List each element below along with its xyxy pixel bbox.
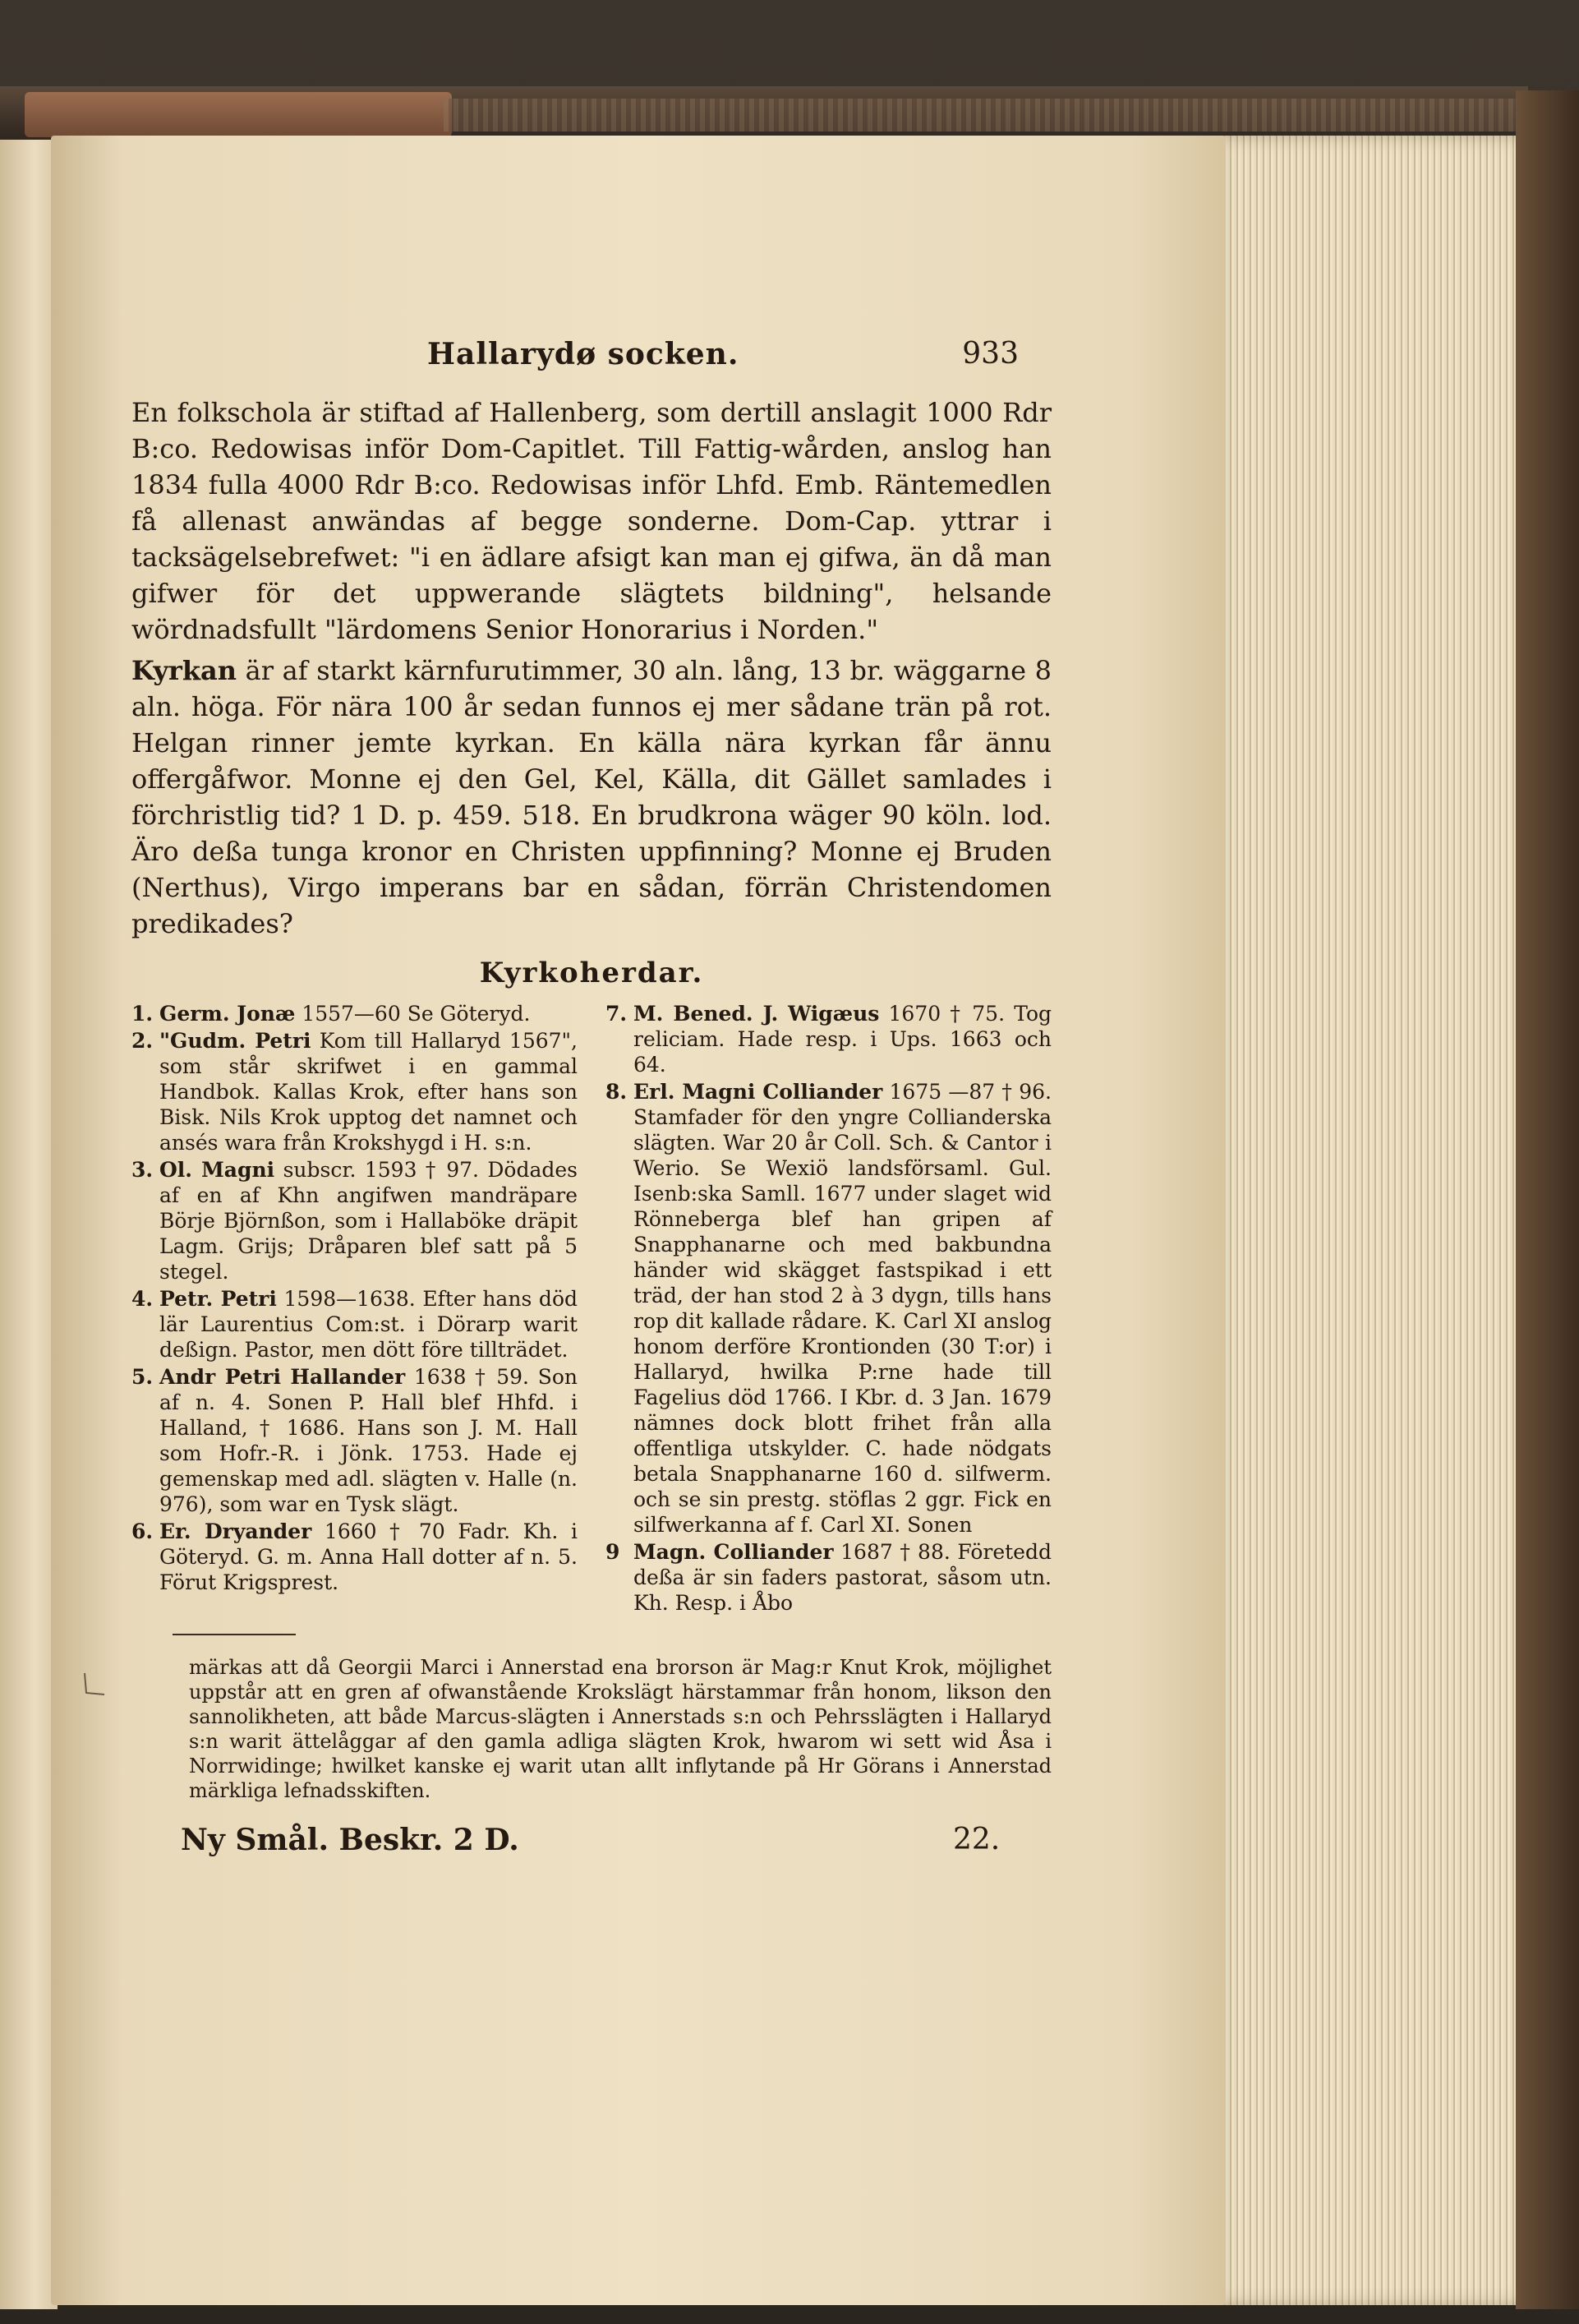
entry-number: 9 [605,1540,620,1564]
entry-name: Magn. Colliander [633,1540,834,1564]
page-content [131,337,1052,1872]
entry-number: 7. [605,1002,628,1026]
entry-number: 5. [131,1365,154,1389]
entry-name: Andr Petri Hallander [159,1365,406,1389]
entry-name: Petr. Petri [159,1287,277,1311]
list-item [605,1079,1052,1538]
left-page-edge [0,140,58,2309]
paragraph-church [131,652,1052,942]
list-item [131,1286,578,1363]
entry-text: 1598—1638. Efter hans död lär Laurentius Com:st. i Dörarp warit deßign. Pastor, men dött före tillträdet. [159,1287,578,1362]
left-column [131,1001,578,1617]
list-item [131,1157,578,1284]
paragraph-lead: Kyrkan [131,655,237,686]
entry-text: subscr. 1593 † 97. Dödades af en af Khn angifwen mandräpare Börje Björnßon, som i Hallaböke dräpit Lagm. Grijs; Dråparen blef satt på 5 stegel. [159,1158,578,1284]
paragraph-text: är af starkt kärnfurutimmer, 30 aln. lång, 13 br. wäggarne 8 aln. höga. För nära 100 år sedan funnos ej mer sådane trän på rot. Helgan rinner jemte kyrkan. En källa nära kyrkan får ännu offergåfwor. Monne ej den Gel, Kel, Källa, dit Gället samlades i förchristlig tid? 1 D. p. 459. 518. En brudkrona wäger 90 köln. lod. Äro deßa tunga kronor en Christen uppfinning? Monne ej Bruden (Nerthus), Virgo imperans bar en sådan, förrän Christendomen predikades? [131,655,1052,939]
list-item [131,1001,578,1026]
entry-number: 2. [131,1029,154,1053]
entry-name: Er. Dryander [159,1519,312,1543]
list-item [131,1364,578,1517]
section-title: Kyrkoherdar. [479,957,704,989]
clergy-columns [131,1001,1052,1617]
entry-name: Erl. Magni Colliander [633,1080,883,1104]
running-title: Hallarydø socken. [427,337,739,371]
entry-number: 1. [131,1002,154,1026]
entry-number: 6. [131,1519,154,1543]
entry-name: Germ. Jonæ [159,1002,296,1026]
list-item [131,1028,578,1155]
entry-text: 1557—60 Se Göteryd. [302,1002,531,1026]
paragraph-school [131,394,1052,648]
entry-name: Ol. Magni [159,1158,275,1182]
entry-text: 1638 † 59. Son af n. 4. Sonen P. Hall blef Hhfd. i Halland, † 1686. Hans son J. M. Hall som Hofr.-R. i Jönk. 1753. Hade ej gemenskap med adl. slägten v. Halle (n. 976), som war en Tysk slägt. [159,1365,578,1516]
page-footer [131,1823,1052,1872]
list-item [605,1001,1052,1077]
entry-text: 1675 —87 † 96. Stamfader för den yngre Collianderska slägten. War 20 år Coll. Sch. & Cantor i Werio. Se Wexiö landsförsaml. Gul. Isenb:ska Samll. 1677 under slaget wid Rönneberga blef han gripen af Snapphanarne och med bakbundna händer wid skägget fastspikad i ett träd, der han stod 2 à 3 dygn, tills hans rop dit kallade rådare. K. Carl XI anslog honom derföre Krontionden (30 T:or) i Hallaryd, hwilka P:rne hade till Fagelius död 1766. I Kbr. d. 3 Jan. 1679 nämnes dock blott frihet från alla offentliga utskylder. C. hade nödgats betala Snapphanarne 160 d. silfwerm. och se sin prestg. stöflas 2 ggr. Fick en silfwerkanna af f. Carl XI. Sonen [633,1080,1052,1537]
spine-strap [25,92,452,137]
entry-number: 4. [131,1287,154,1311]
footnote: märkas att då Georgii Marci i Annerstad ena brorson är Mag:r Knut Krok, möjlighet uppstår att en gren af ofwanstående Krokslägt härstammar från honom, likson den sannolikheten, att både Marcus-slägten i Annerstads s:n och Pehrsslägten i Hallaryd s:n warit ättelåggar af den gamla adliga slägten Krok, hwarom wi sett wid Åsa i Norrwidinge; hwilket kanske ej warit utan allt inflytande på Hr Görans i Annerstad märkliga lefnadsskiften. [189,1656,1052,1802]
signature-number: 22. [953,1823,1001,1856]
pencil-mark-icon [78,1668,111,1701]
entry-text: 1687 † 88. Företedd deßa är sin faders pastorat, såsom utn. Kh. Resp. i Åbo [633,1540,1052,1615]
entry-number: 8. [605,1080,628,1104]
page-number: 933 [962,337,1019,371]
signature-mark: Ny Smål. Beskr. 2 D. [181,1823,519,1857]
right-column [605,1001,1052,1617]
entry-text: 1670 † 75. Tog reliciam. Hade resp. i Ups. 1663 och 64. [633,1002,1052,1077]
list-item [131,1519,578,1595]
spine-band [444,99,1528,131]
entry-text: 1660 † 70 Fadr. Kh. i Göteryd. G. m. Anna Hall dotter af n. 5. Förut Krigsprest. [159,1519,578,1594]
entry-name: M. Bened. J. Wigæus [633,1002,880,1026]
entry-text: Kom till Hallaryd 1567", som står skrifwet i en gammal Handbok. Kallas Krok, efter hans son Bisk. Nils Krok upptog det namnet och ansés wara från Krokshygd i H. s:n. [159,1029,578,1155]
entry-number: 3. [131,1158,154,1182]
book-cover-edge [1516,90,1579,2309]
footnote-rule [173,1634,296,1635]
running-header [131,337,1052,394]
list-item [605,1539,1052,1616]
entry-name: "Gudm. Petri [159,1029,311,1053]
page-edges [1208,136,1520,2305]
paragraph-text: En folkschola är stiftad af Hallenberg, som dertill anslagit 1000 Rdr B:co. Redowisas inför Dom-Capitlet. Till Fattig-wården, anslog han 1834 fulla 4000 Rdr B:co. Redowisas inför Lhfd. Emb. Räntemedlen få allenast anwändas af begge sonderne. Dom-Cap. yttrar i tacksägelsebrefwet: "i en ädlare afsigt kan man ej gifwa, än då man gifwer för det uppwerande slägtets bildning", helsande wördnadsfullt "lärdomens Senior Honorarius i Norden." [131,397,1052,645]
